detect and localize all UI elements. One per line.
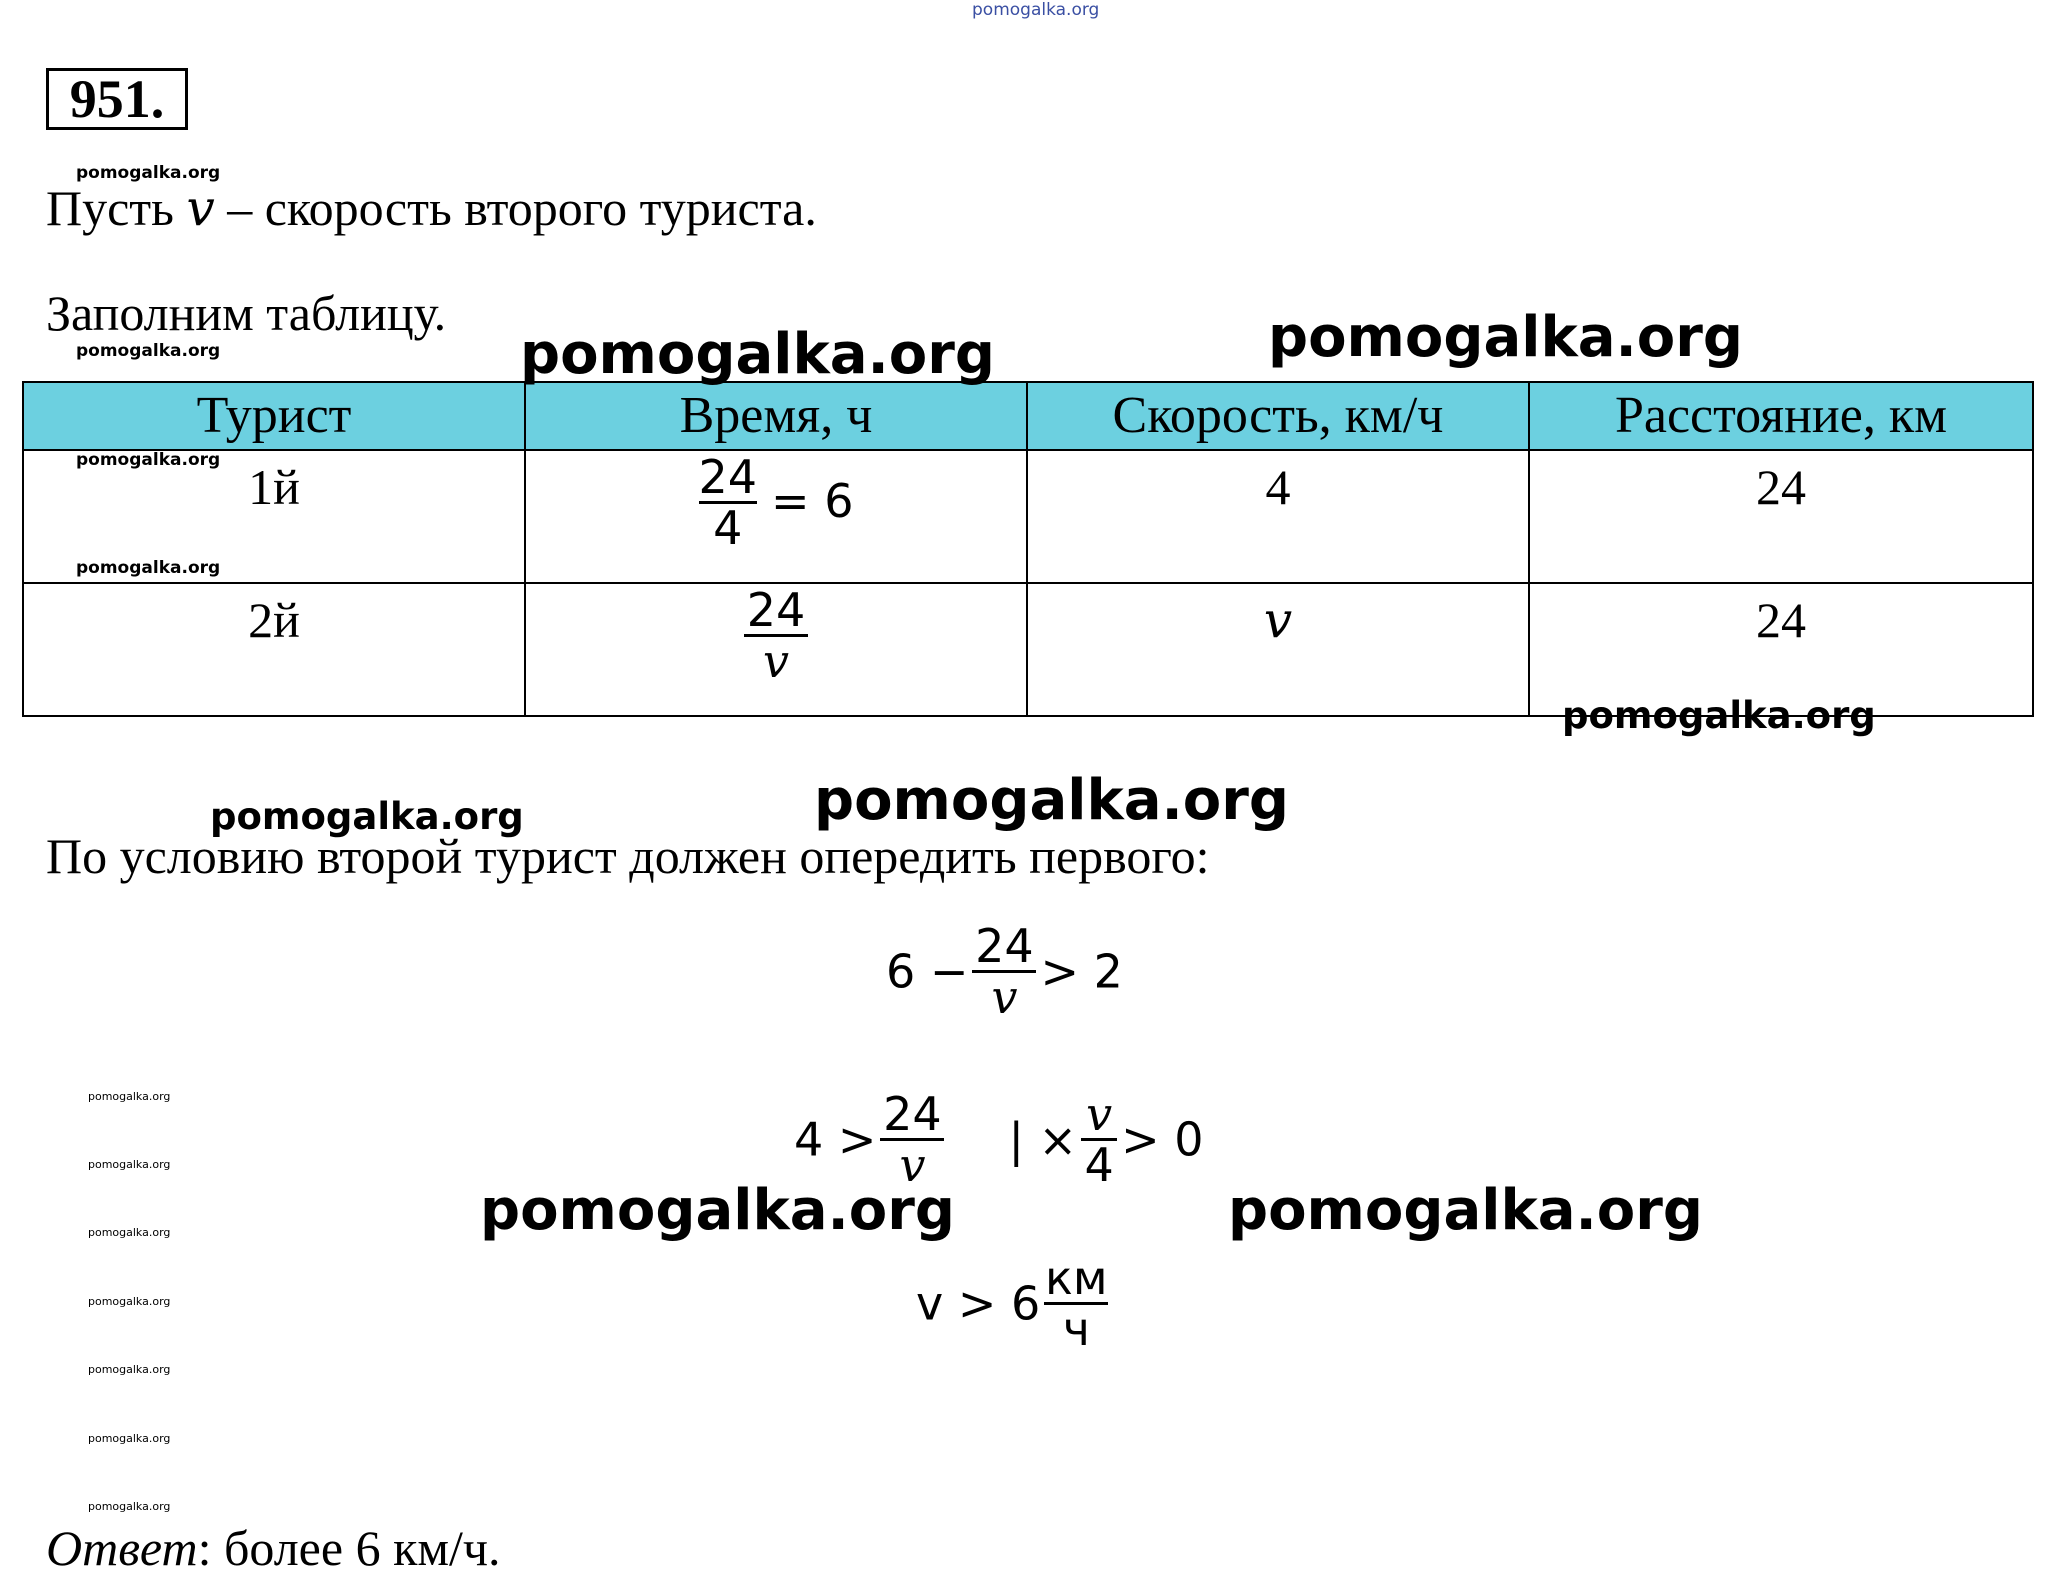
eq2-fraction-2 — [1081, 1087, 1117, 1192]
intro-variable: v — [186, 179, 215, 237]
intro-suffix: – скорость второго туриста. — [214, 180, 817, 236]
top-watermark: pomogalka.org — [972, 0, 1100, 20]
watermark: pomogalka.org — [76, 341, 221, 361]
time-fraction — [744, 583, 808, 688]
fraction-denominator: 4 — [713, 501, 743, 555]
fill-table-text: Заполним таблицу. — [46, 285, 447, 341]
tourist-label: 1й — [248, 459, 300, 515]
fraction-numerator: 24 — [883, 1087, 942, 1141]
equation-3 — [916, 1251, 1108, 1356]
cell-speed — [1027, 450, 1529, 583]
header-time: Время, ч — [525, 382, 1027, 450]
speed-value: v — [1263, 591, 1293, 649]
equation-2 — [794, 1087, 1204, 1192]
watermark: pomogalka.org — [88, 1295, 171, 1308]
fraction-denominator: ч — [1062, 1302, 1090, 1356]
tourist-label: 2й — [248, 592, 300, 648]
time-fraction — [698, 450, 758, 555]
watermark: pomogalka.org — [88, 1432, 171, 1445]
watermark: pomogalka.org — [88, 1226, 171, 1239]
condition-text: По условию второй турист должен опередить первого: — [46, 828, 1210, 884]
fraction-denominator: 4 — [1084, 1138, 1114, 1192]
header-speed: Скорость, км/ч — [1027, 382, 1529, 450]
table-header-row — [23, 382, 2033, 450]
time-result: = 6 — [771, 473, 854, 528]
fraction-denominator: v — [991, 970, 1018, 1024]
watermark: pomogalka.org — [520, 322, 995, 387]
eq1-left: 6 − — [886, 944, 969, 999]
watermark: pomogalka.org — [88, 1090, 171, 1103]
distance-value: 24 — [1756, 592, 1806, 648]
fraction-numerator: км — [1045, 1251, 1108, 1305]
watermark: pomogalka.org — [88, 1158, 171, 1171]
watermark: pomogalka.org — [76, 450, 221, 470]
intro-prefix: Пусть — [46, 180, 187, 236]
watermark: pomogalka.org — [1228, 1178, 1703, 1243]
problem-number: 951. — [46, 68, 188, 130]
fraction-denominator: v — [763, 634, 789, 688]
answer-line — [46, 1520, 501, 1576]
watermark: pomogalka.org — [76, 558, 221, 578]
header-distance: Расстояние, км — [1529, 382, 2033, 450]
watermark: pomogalka.org — [1268, 305, 1743, 370]
cell-tourist — [23, 583, 525, 716]
watermark: pomogalka.org — [814, 768, 1289, 833]
eq3-left: v > 6 — [916, 1276, 1041, 1331]
watermark: pomogalka.org — [1562, 694, 1876, 737]
eq2-fraction — [880, 1087, 944, 1192]
fraction-numerator: v — [1086, 1087, 1113, 1141]
header-tourist: Турист — [23, 382, 525, 450]
data-table — [22, 381, 2034, 717]
watermark: pomogalka.org — [88, 1500, 171, 1513]
watermark: pomogalka.org — [480, 1178, 955, 1243]
eq2-multiplier: | × — [1008, 1112, 1078, 1167]
cell-speed — [1027, 583, 1529, 716]
watermark: pomogalka.org — [210, 795, 524, 838]
distance-value: 24 — [1756, 459, 1806, 515]
watermark: pomogalka.org — [88, 1363, 171, 1376]
fraction-numerator: 24 — [746, 583, 806, 637]
speed-value: 4 — [1265, 459, 1291, 515]
eq2-right: > 0 — [1121, 1112, 1204, 1167]
eq3-fraction — [1044, 1251, 1108, 1356]
cell-tourist — [23, 450, 525, 583]
eq2-left: 4 > — [794, 1112, 877, 1167]
cell-time — [525, 450, 1027, 583]
eq1-fraction — [972, 919, 1036, 1024]
eq1-right: > 2 — [1040, 944, 1123, 999]
fraction-denominator: v — [899, 1138, 926, 1192]
intro-line — [46, 180, 817, 236]
fraction-numerator: 24 — [975, 919, 1034, 973]
table-row — [23, 450, 2033, 583]
cell-time — [525, 583, 1027, 716]
equation-1 — [886, 919, 1123, 1024]
cell-distance — [1529, 450, 2033, 583]
fraction-numerator: 24 — [698, 450, 758, 504]
watermark: pomogalka.org — [76, 163, 221, 183]
answer-label: Ответ — [46, 1520, 198, 1576]
answer-text: : более 6 км/ч. — [197, 1520, 501, 1576]
